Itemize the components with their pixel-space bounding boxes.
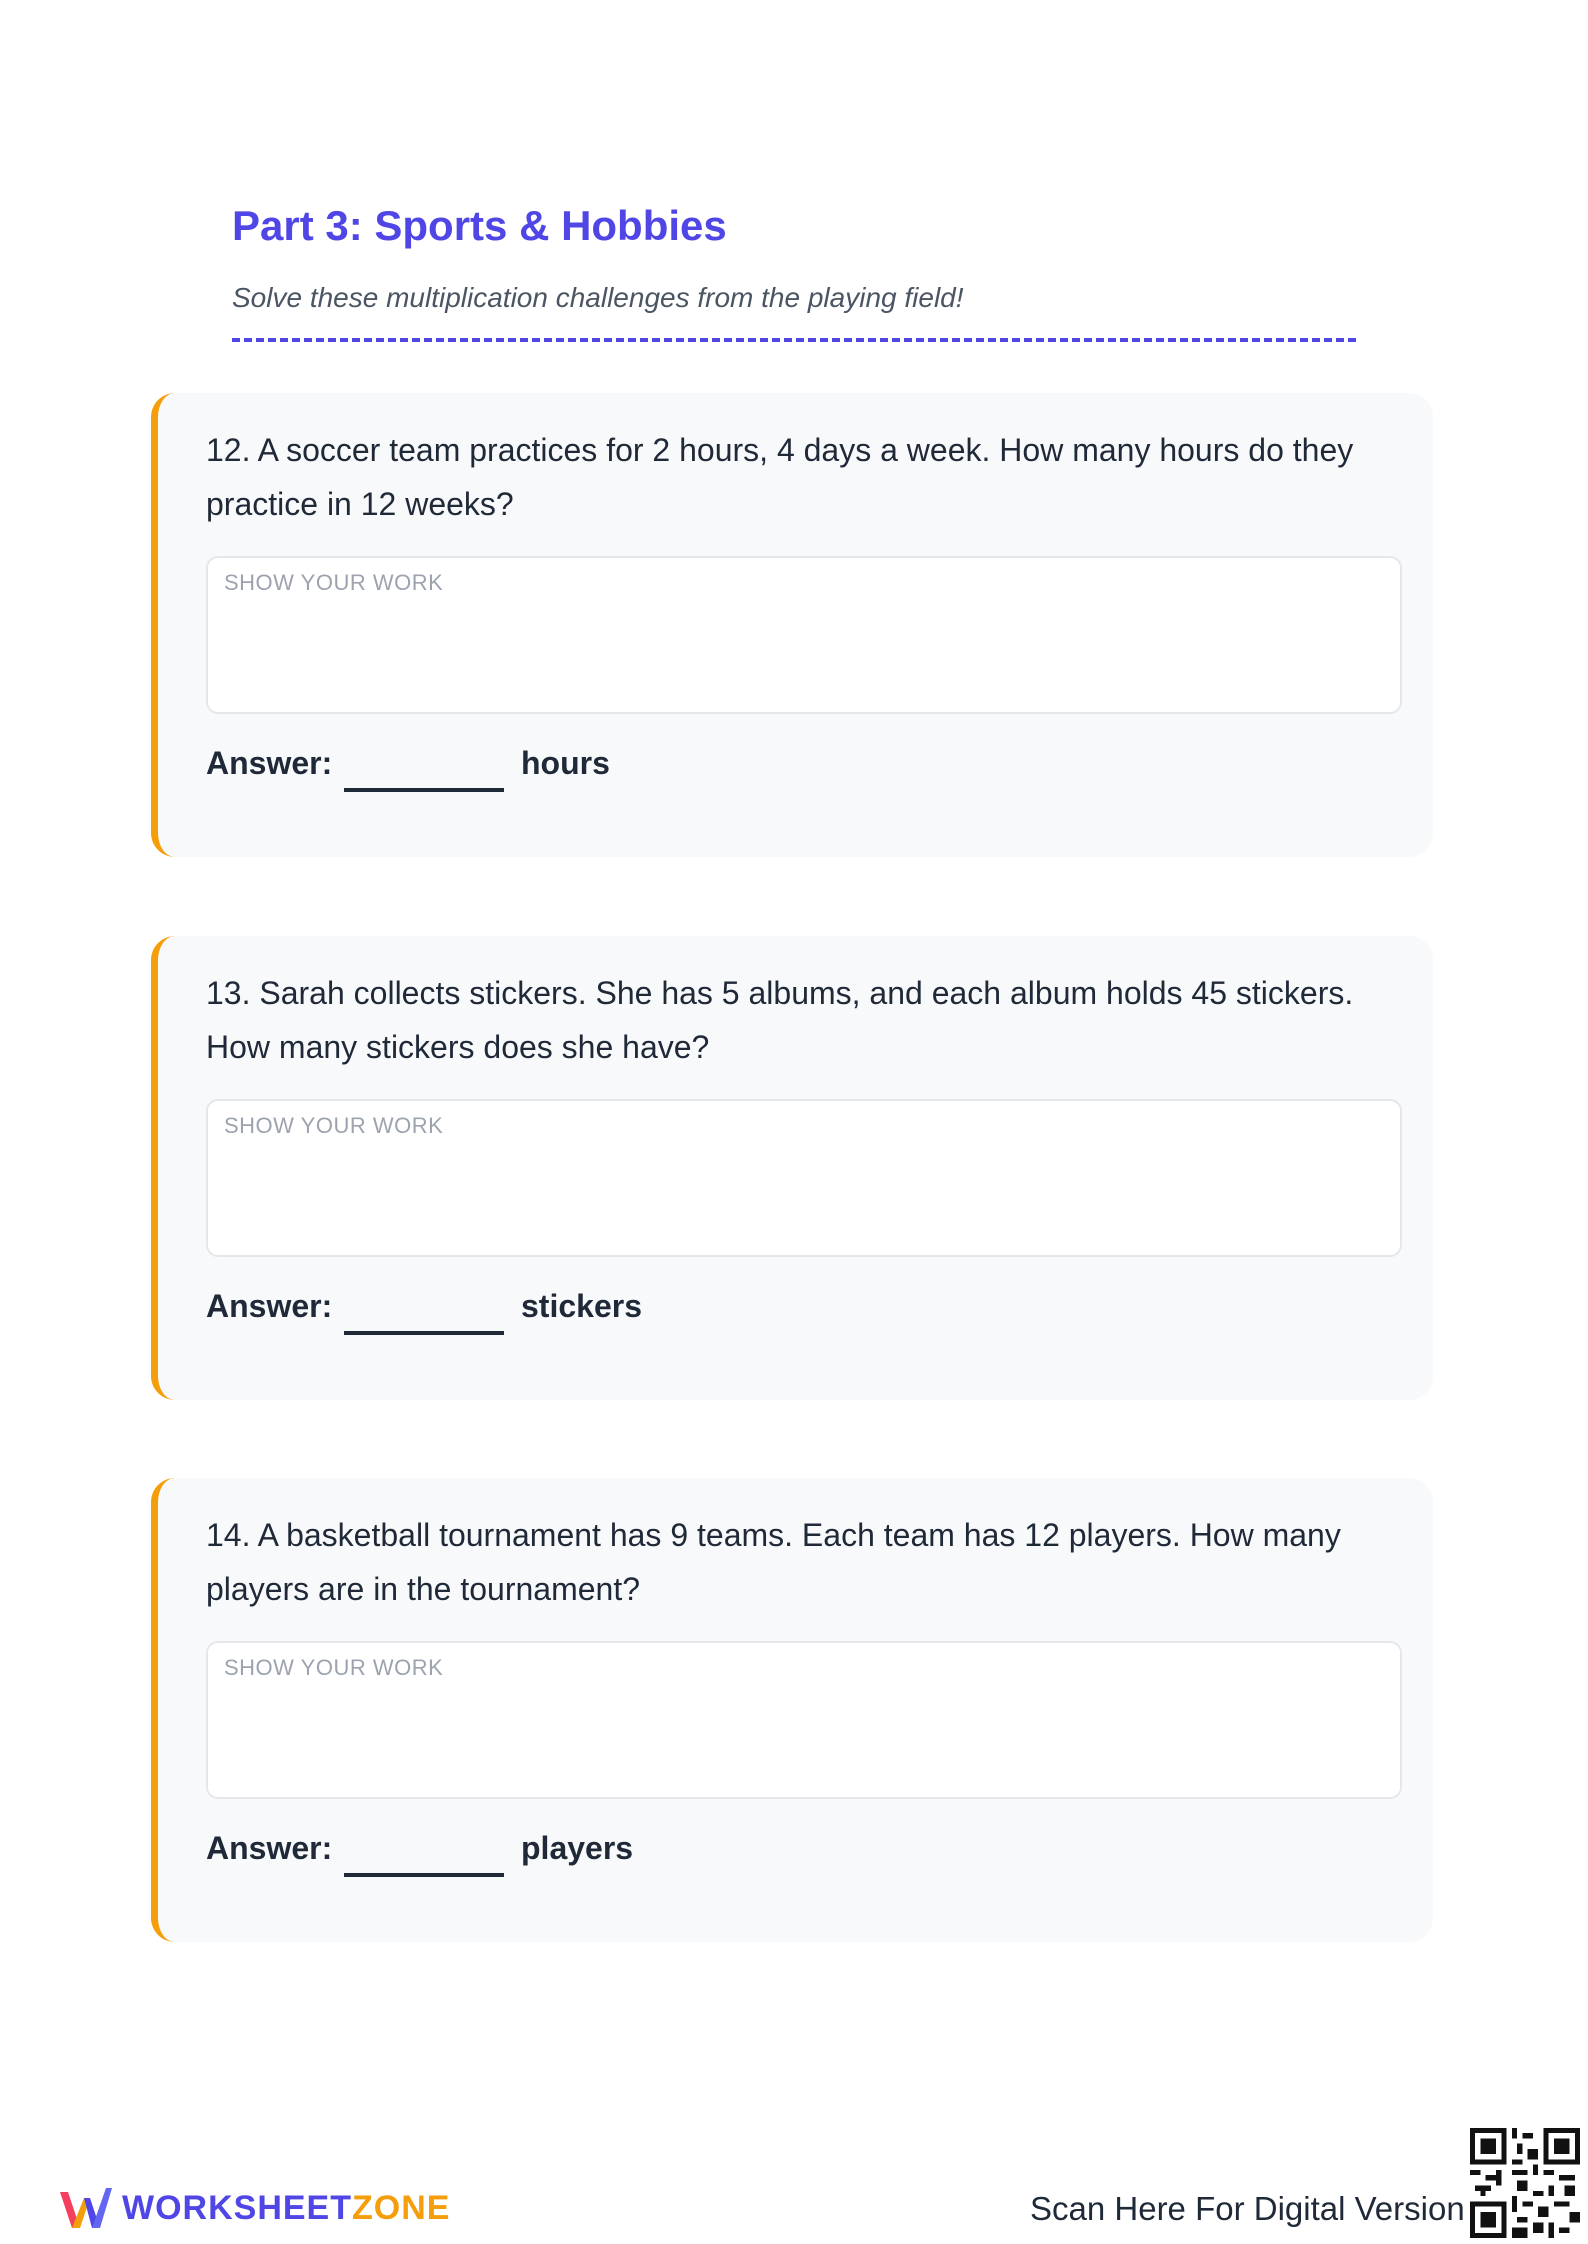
worksheetzone-logo-icon bbox=[56, 2180, 112, 2236]
answer-unit: players bbox=[521, 1830, 634, 1866]
answer-label: Answer: bbox=[206, 745, 333, 781]
show-work-label: SHOW YOUR WORK bbox=[224, 1113, 444, 1138]
question-text: 13. Sarah collects stickers. She has 5 albums, and each album holds 45 stickers. How many stickers does she have? bbox=[206, 975, 1354, 1065]
scan-text: Scan Here For Digital Version bbox=[1030, 2190, 1465, 2227]
show-work-label: SHOW YOUR WORK bbox=[224, 1655, 444, 1680]
section-divider bbox=[232, 338, 1356, 342]
answer-label: Answer: bbox=[206, 1830, 333, 1866]
question-card-13 bbox=[151, 936, 1433, 1400]
question-text: 12. A soccer team practices for 2 hours, 4 days a week. How many hours do they practice in 12 weeks? bbox=[206, 432, 1354, 522]
brand-name-part1: WORKSHEET bbox=[122, 2188, 352, 2227]
brand-name-part2: ZONE bbox=[352, 2188, 451, 2227]
answer-label: Answer: bbox=[206, 1288, 333, 1324]
brand-name bbox=[122, 2189, 450, 2228]
show-work-box[interactable] bbox=[206, 1641, 1402, 1799]
question-card-12 bbox=[151, 393, 1433, 857]
answer-blank[interactable] bbox=[344, 788, 504, 792]
show-work-box[interactable] bbox=[206, 1099, 1402, 1257]
show-work-box[interactable] bbox=[206, 556, 1402, 714]
answer-blank[interactable] bbox=[344, 1873, 504, 1877]
question-card-14 bbox=[151, 1478, 1433, 1942]
show-work-label: SHOW YOUR WORK bbox=[224, 570, 444, 595]
answer-blank[interactable] bbox=[344, 1331, 504, 1335]
question-text: 14. A basketball tournament has 9 teams. Each team has 12 players. How many players are in the tournament? bbox=[206, 1517, 1341, 1607]
answer-unit: stickers bbox=[521, 1288, 642, 1324]
section-subtitle: Solve these multiplication challenges from the playing field! bbox=[232, 282, 964, 313]
qr-code-icon[interactable] bbox=[1470, 2128, 1580, 2238]
answer-unit: hours bbox=[521, 745, 610, 781]
section-title: Part 3: Sports & Hobbies bbox=[232, 202, 727, 249]
brand-logo bbox=[56, 2180, 450, 2236]
